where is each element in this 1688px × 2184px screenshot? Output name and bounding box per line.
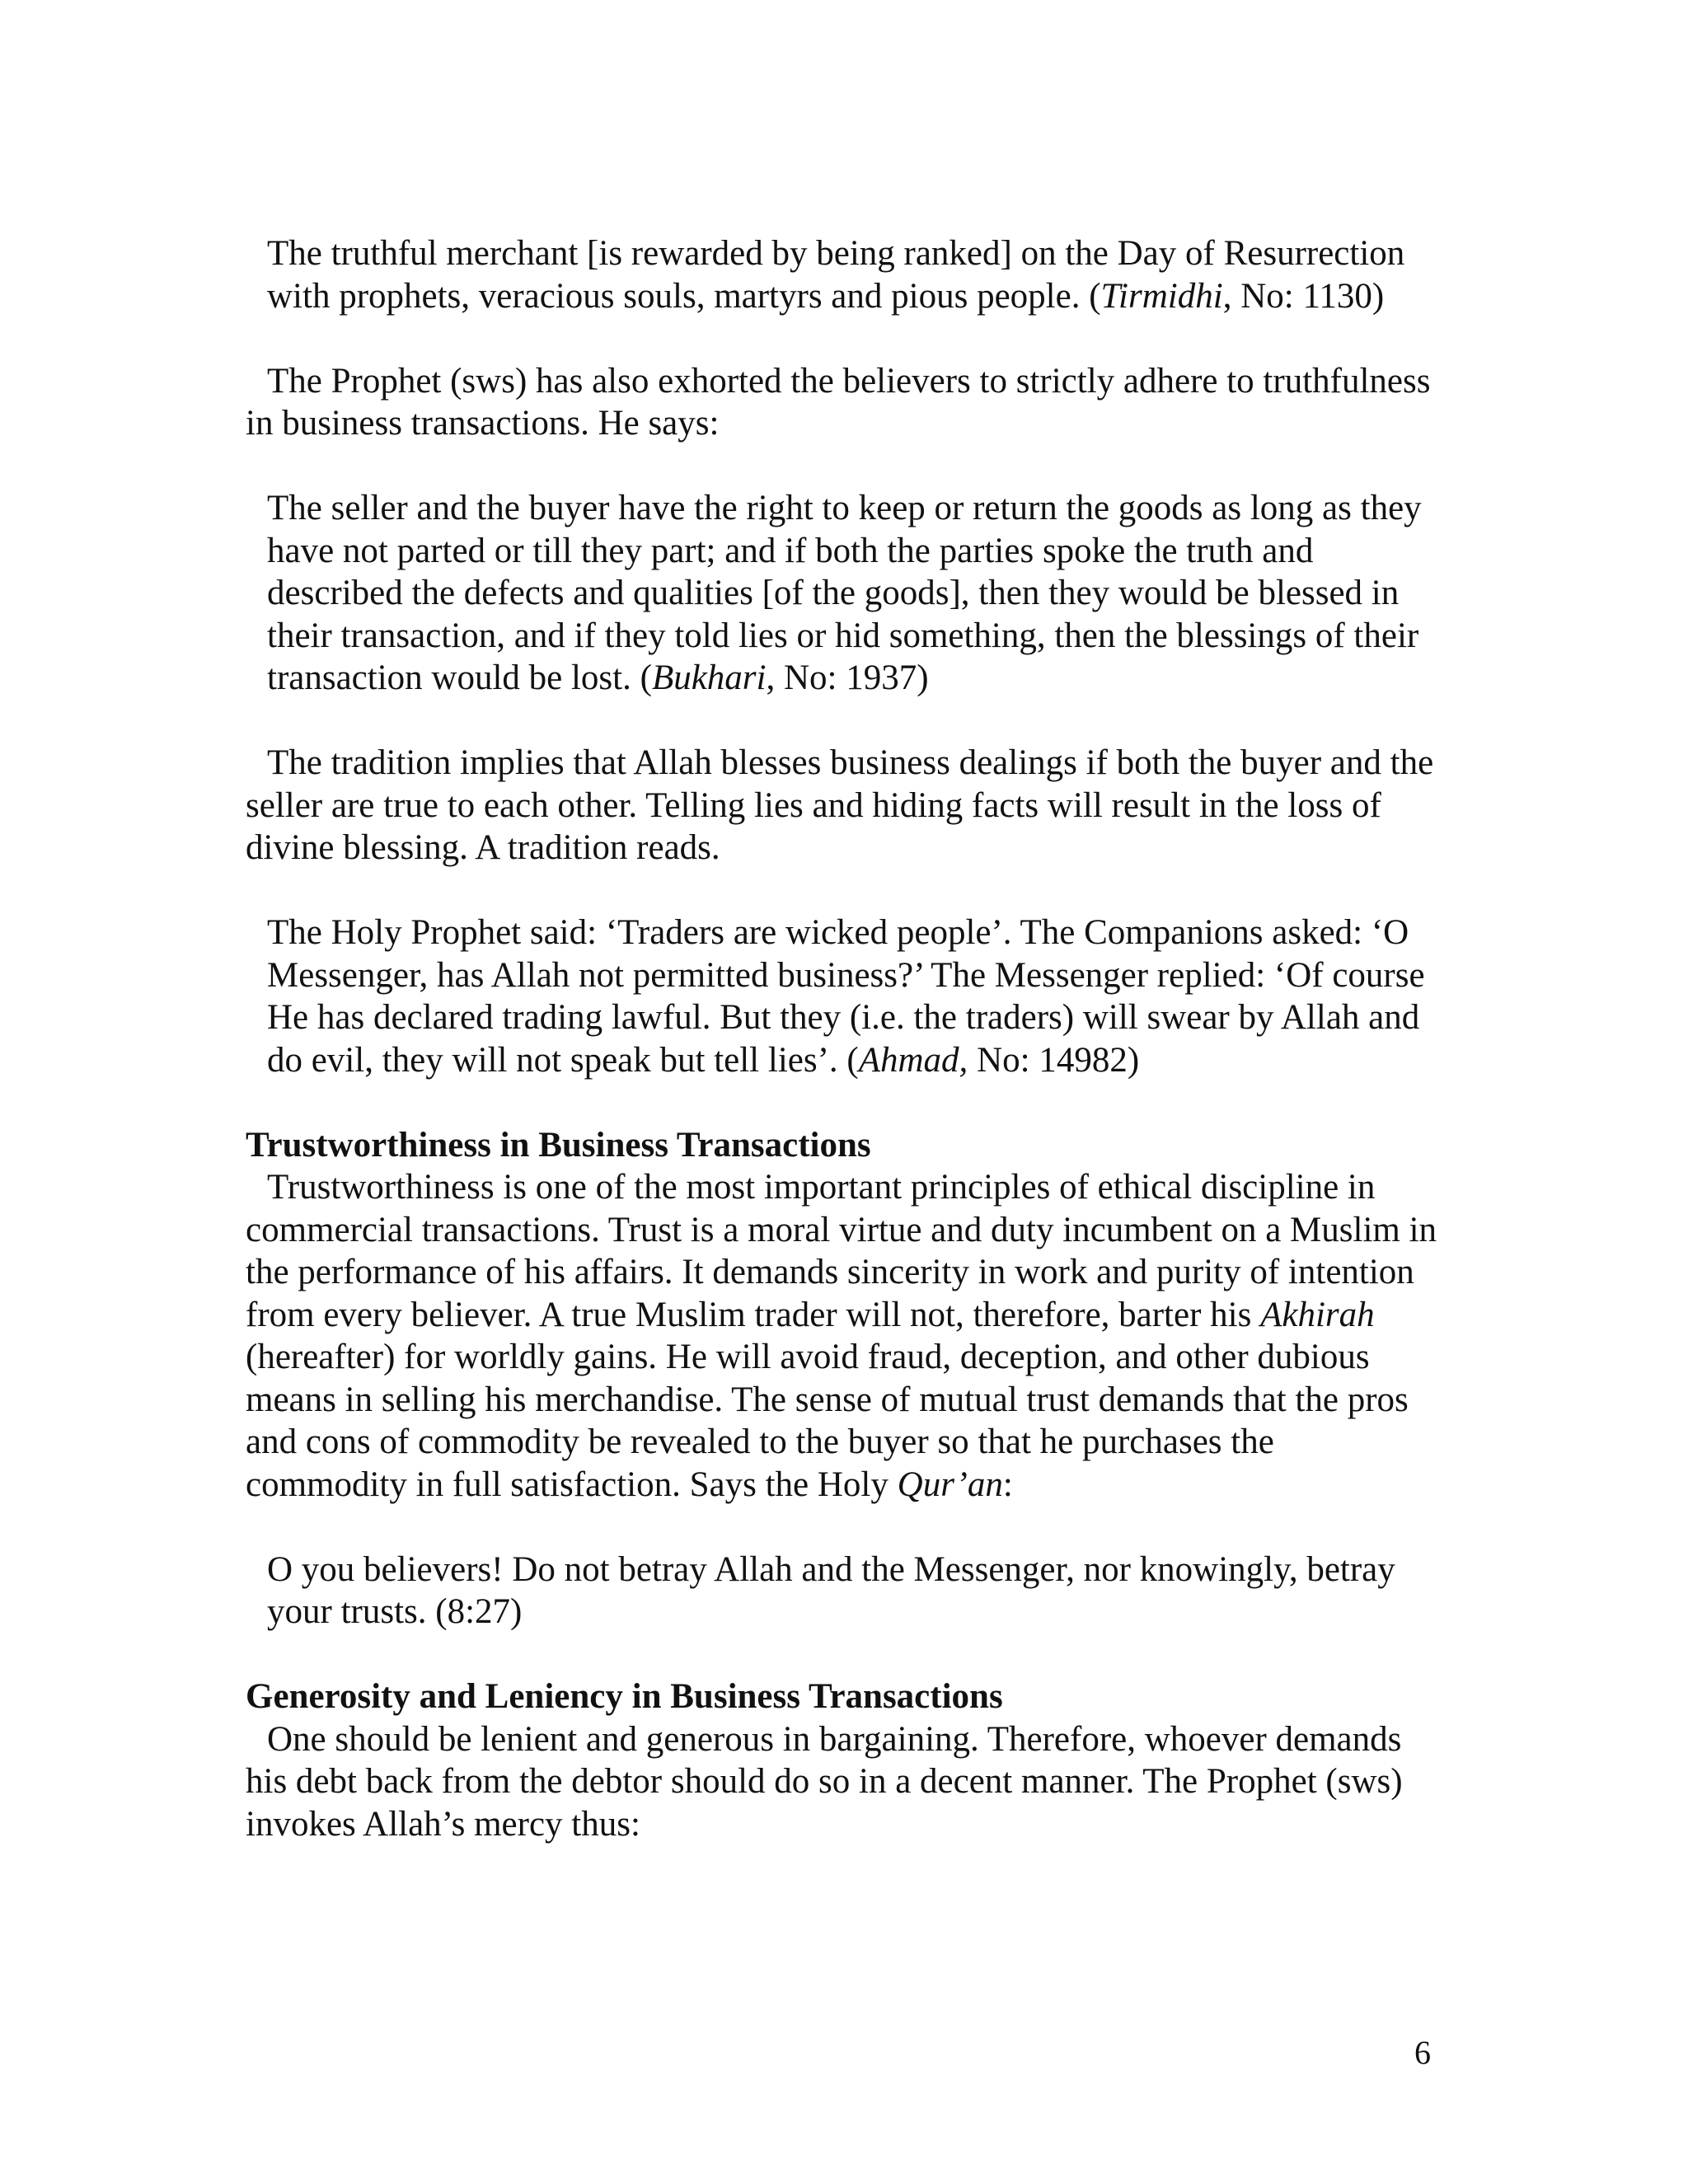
spacer [246, 317, 1441, 360]
hadith-quote-traders [246, 912, 1441, 1081]
spacer [246, 445, 1441, 488]
paragraph-trustworthiness [246, 1166, 1441, 1506]
page-number: 6 [1414, 2034, 1431, 2071]
paragraph-tradition: The tradition implies that Allah blesses business dealings if both the buyer and the seller are true to each other. Telling lies and hiding facts will result in the loss of divine blessing. A tradition reads. [246, 743, 1434, 867]
term-quran: Qur’an [897, 1465, 1003, 1504]
quote-text: The truthful merchant [is rewarded by being ranked] on the Day of Resurrection with prophets, veracious souls, martyrs and pious people. ( [267, 234, 1405, 316]
term-akhirah: Akhirah [1260, 1295, 1375, 1334]
section-heading-generosity: Generosity and Leniency in Business Transactions [246, 1677, 1003, 1716]
paragraph-text: : [1002, 1465, 1013, 1504]
quote-reference: , No: 1130) [1222, 276, 1385, 316]
quote-text: The Holy Prophet said: ‘Traders are wicked people’. The Companions asked: ‘O Messenger, has Allah not permitted business?’ The Messenger replied: ‘Of course He has declared trading lawful. But they (i.e. the traders) will swear by Allah and do evil, they will not speak but tell lies’. ( [267, 913, 1425, 1080]
hadith-quote-seller-buyer [246, 487, 1441, 700]
quote-source: Bukhari [651, 658, 767, 697]
quote-source: Tirmidhi [1100, 276, 1223, 316]
spacer [246, 1506, 1441, 1549]
spacer [246, 869, 1441, 912]
spacer [246, 1081, 1441, 1124]
quote-source: Ahmad, [858, 1040, 968, 1080]
paragraph-generosity: One should be lenient and generous in bargaining. Therefore, whoever demands his debt back from the debtor should do so in a decent manner. The Prophet (sws) invokes Allah’s mercy thus: [246, 1719, 1403, 1844]
paragraph-text: Trustworthiness is one of the most important principles of ethical discipline in commercial transactions. Trust is a moral virtue and duty incumbent on a Muslim in the performance of his affairs. It demands sincerity in work and purity of intention from every believer. A true Muslim trader will not, therefore, barter his [246, 1168, 1437, 1334]
paragraph-exhort: The Prophet (sws) has also exhorted the believers to strictly adhere to truthfulness in business transactions. He says: [246, 361, 1431, 443]
paragraph-text: (hereafter) for worldly gains. He will avoid fraud, deception, and other dubious means in selling his merchandise. The sense of mutual trust demands that the pros and cons of commodity be revealed to the buyer so that he purchases the commodity in full satisfaction. Says the Holy [246, 1338, 1409, 1504]
page-body [246, 232, 1441, 1845]
quran-quote-betray: O you believers! Do not betray Allah and the Messenger, nor knowingly, betray your trusts. (8:27) [267, 1549, 1395, 1631]
spacer [246, 1633, 1441, 1676]
quote-text: The seller and the buyer have the right to keep or return the goods as long as they have not parted or till they part; and if both the parties spoke the truth and described the defects and qualities [of the goods], then they would be blessed in their transaction, and if they told lies or hid something, then the blessings of their transaction would be lost. ( [267, 489, 1422, 697]
quote-reference: , No: 1937) [766, 658, 929, 697]
quote-reference: No: 14982) [968, 1040, 1140, 1080]
hadith-quote-truthful-merchant [246, 232, 1441, 317]
section-heading-trustworthiness: Trustworthiness in Business Transactions [246, 1125, 871, 1165]
spacer [246, 700, 1441, 743]
